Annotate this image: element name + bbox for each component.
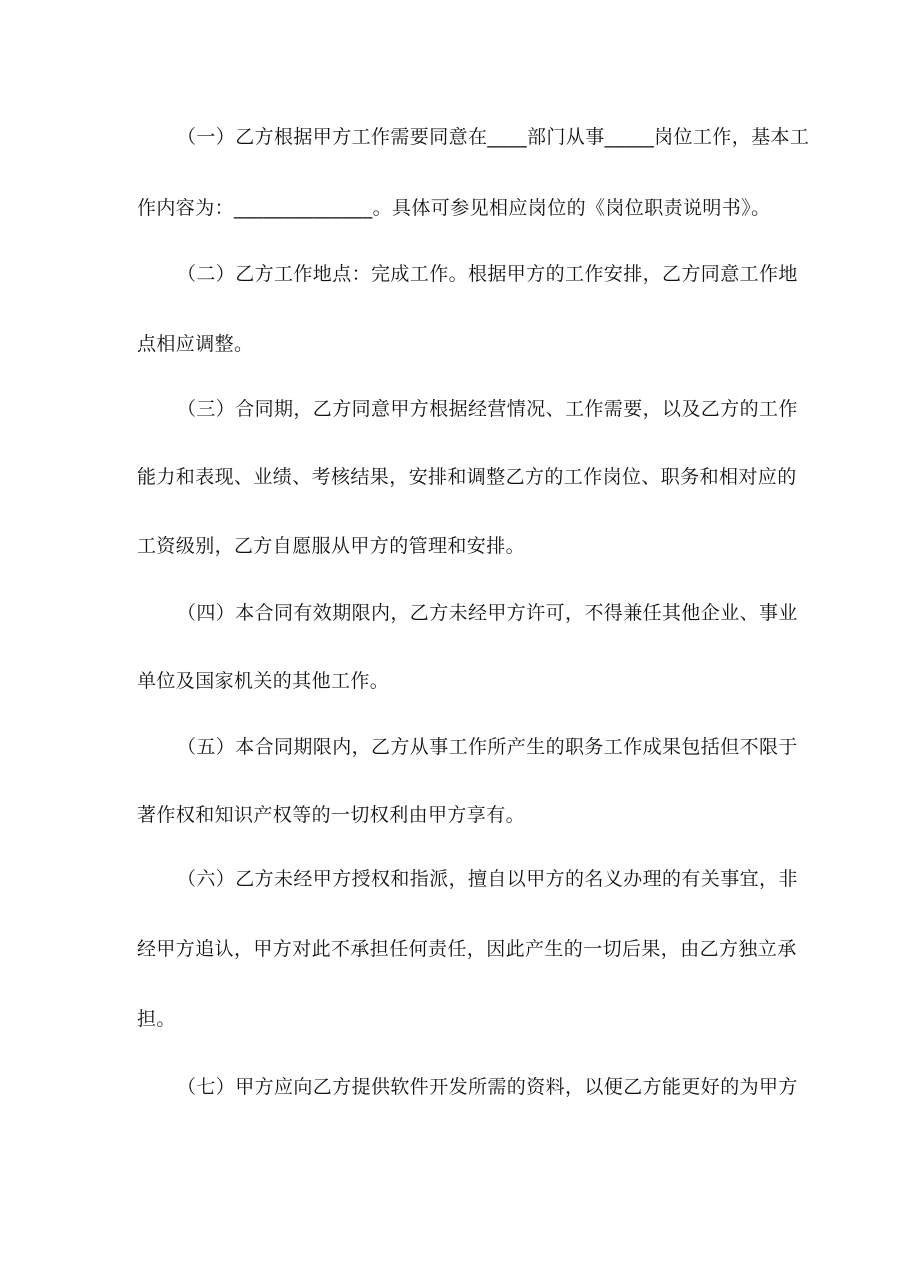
clause-6-line-2: 经甲方追认，甲方对此不承担任何责任，因此产生的一切后果，由乙方独立承: [137, 938, 797, 960]
clause-2-line-1: （二）乙方工作地点：完成工作。根据甲方的工作安排，乙方同意工作地: [177, 263, 798, 285]
clause-3-line-2: 能力和表现、业绩、考核结果，安排和调整乙方的工作岗位、职务和相对应的: [137, 466, 797, 488]
clause-3-line-3: 工资级别，乙方自愿服从甲方的管理和安排。: [137, 535, 526, 557]
clause-3-line-1: （三）合同期，乙方同意甲方根据经营情况、工作需要，以及乙方的工作: [177, 398, 798, 420]
clause-1-line-1: （一）乙方根据甲方工作需要同意在____部门从事_____岗位工作，基本工: [177, 126, 810, 148]
clause-5-line-2: 著作权和知识产权等的一切权利由甲方享有。: [137, 804, 526, 826]
clause-4-line-2: 单位及国家机关的其他工作。: [137, 670, 390, 692]
clause-4-line-1: （四）本合同有效期限内，乙方未经甲方许可，不得兼任其他企业、事业: [177, 602, 798, 624]
clause-5-line-1: （五）本合同期限内，乙方从事工作所产生的职务工作成果包括但不限于: [177, 736, 798, 758]
clause-2-line-2: 点相应调整。: [137, 333, 254, 355]
clause-1-line-2: 作内容为：______________。具体可参见相应岗位的《岗位职责说明书》。: [137, 197, 771, 219]
clause-6-line-1: （六）乙方未经甲方授权和指派，擅自以甲方的名义办理的有关事宜，非: [177, 868, 798, 890]
clause-6-line-3: 担。: [137, 1008, 176, 1030]
clause-7-line-1: （七）甲方应向乙方提供软件开发所需的资料，以便乙方能更好的为甲方: [177, 1076, 798, 1098]
